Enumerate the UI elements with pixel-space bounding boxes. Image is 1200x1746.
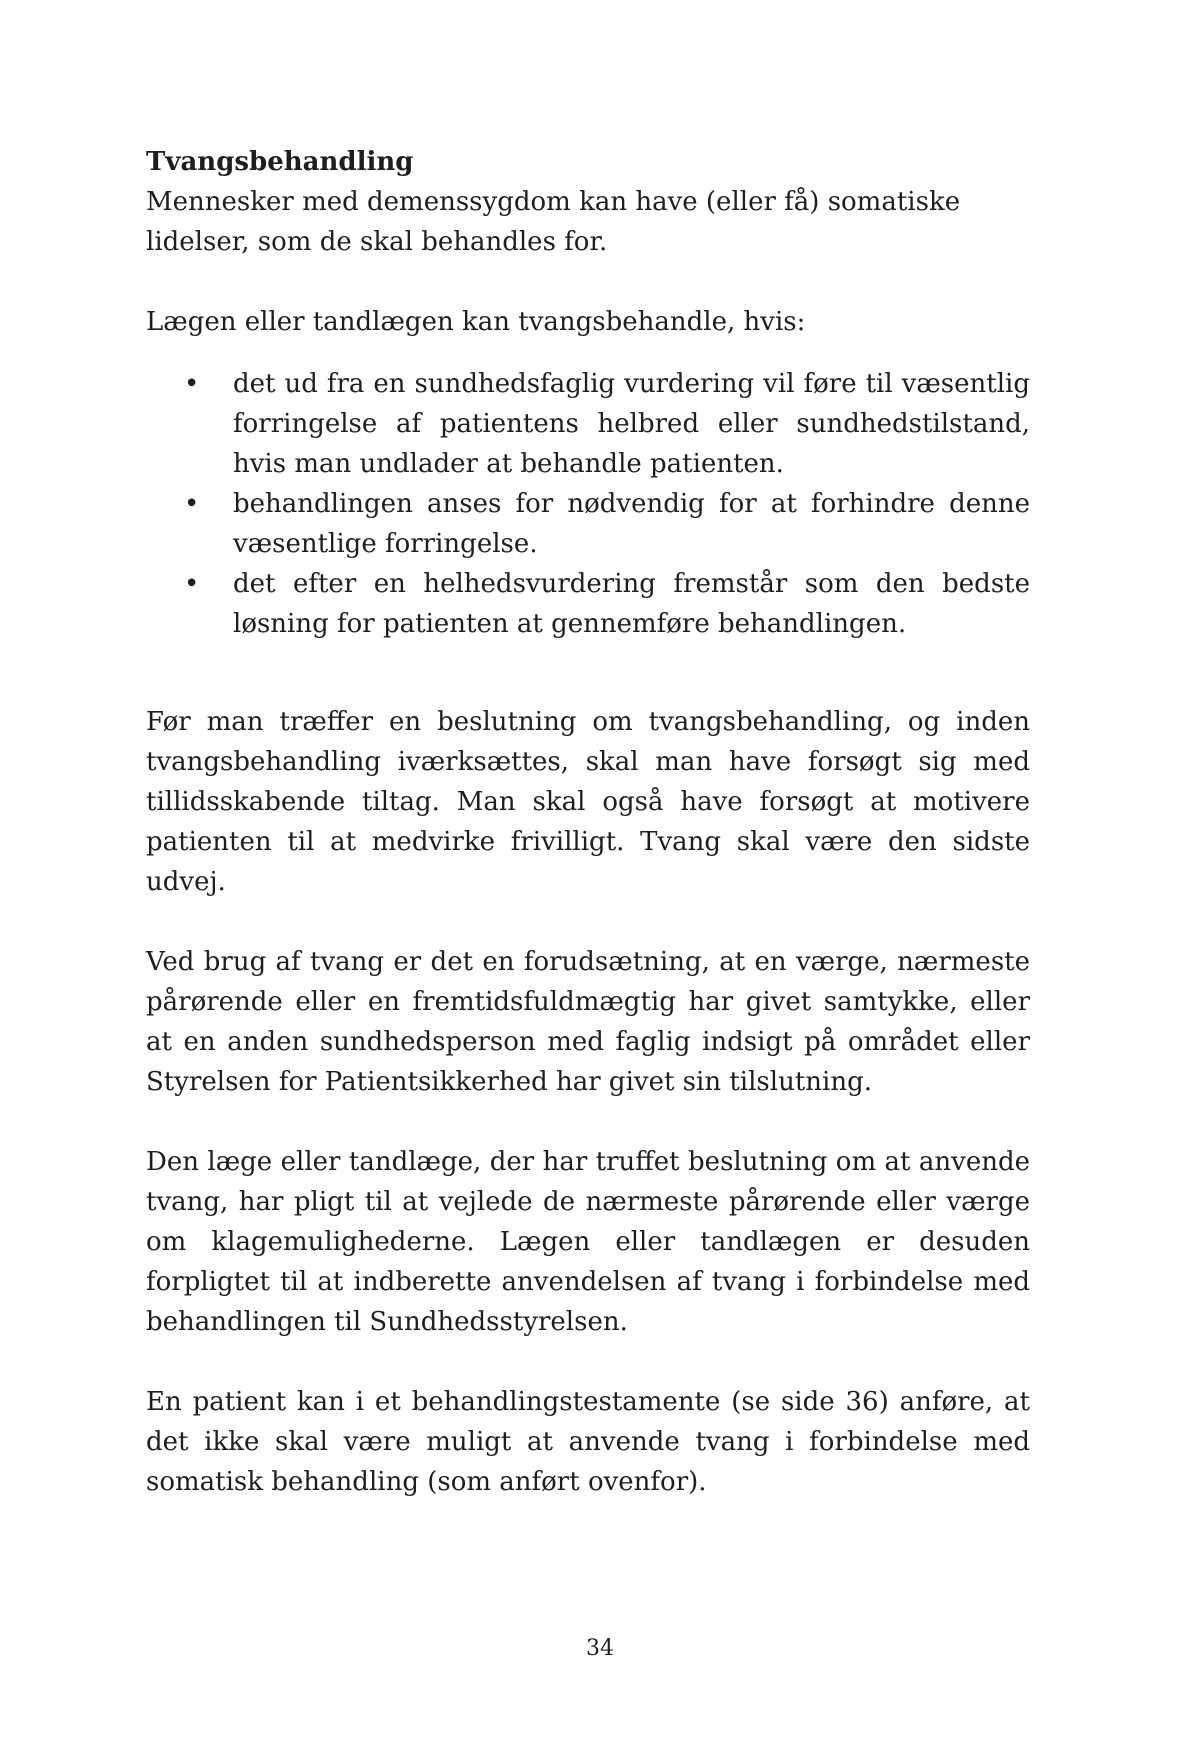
paragraph-spacer — [146, 902, 1030, 942]
paragraph-spacer — [146, 1102, 1030, 1142]
body-paragraph: En patient kan i et behandlingstestamente (se side 36) anføre, at det ikke skal være muligt at anvende tvang i forbindelse med somatisk behandling (som anført ovenfor). — [146, 1387, 1030, 1497]
body-paragraph: Før man træffer en beslutning om tvangsbehandling, og inden tvangsbehandling iværksættes, skal man have forsøgt sig med tillidsskabende tiltag. Man skal også have forsøgt at motivere patienten til at medvirke frivilligt. Tvang skal være den sidste udvej. — [146, 707, 1030, 897]
list-item-text: behandlingen anses for nødvendig for at forhindre denne væsentlige forringelse. — [233, 489, 1030, 559]
bullet-icon: • — [184, 369, 200, 399]
page-number: 34 — [586, 1636, 614, 1661]
intro-paragraph: Mennesker med demenssygdom kan have (eller få) somatiske lidelser, som de skal behandles for. — [146, 187, 961, 257]
body-paragraph: Ved brug af tvang er det en forudsætning, at en værge, nærmeste pårørende eller en fremtidsfuldmægtig har givet samtykke, eller at en anden sundhedsperson med faglig indsigt på området eller Styrelsen for Patientsikkerhed har givet sin tilslutning. — [146, 947, 1030, 1097]
page-content — [146, 142, 1030, 1502]
paragraph-spacer — [146, 342, 1030, 364]
list-item — [146, 364, 1030, 484]
body-paragraph: Den læge eller tandlæge, der har truffet beslutning om at anvende tvang, har pligt til at vejlede de nærmeste pårørende eller værge om klagemulighederne. Lægen eller tandlægen er desuden forpligtet til at indberette anvendelsen af tvang i forbindelse med behandlingen til Sundhedsstyrelsen. — [146, 1147, 1030, 1337]
list-item-text: det ud fra en sundhedsfaglig vurdering vil føre til væsentlig forringelse af patientens helbred eller sundhedstilstand, hvis man undlader at behandle patienten. — [233, 369, 1030, 479]
condition-list — [146, 364, 1030, 644]
list-item — [146, 484, 1030, 564]
list-item-text: det efter en helhedsvurdering fremstår som den bedste løsning for patienten at gennemføre behandlingen. — [233, 569, 1030, 639]
section-heading: Tvangsbehandling — [146, 147, 414, 177]
paragraph-spacer — [146, 644, 1030, 702]
list-item — [146, 564, 1030, 644]
lead-paragraph: Lægen eller tandlægen kan tvangsbehandle, hvis: — [146, 307, 806, 337]
paragraph-spacer — [146, 1342, 1030, 1382]
bullet-icon: • — [184, 489, 200, 519]
bullet-icon: • — [184, 569, 200, 599]
paragraph-spacer — [146, 262, 1030, 302]
